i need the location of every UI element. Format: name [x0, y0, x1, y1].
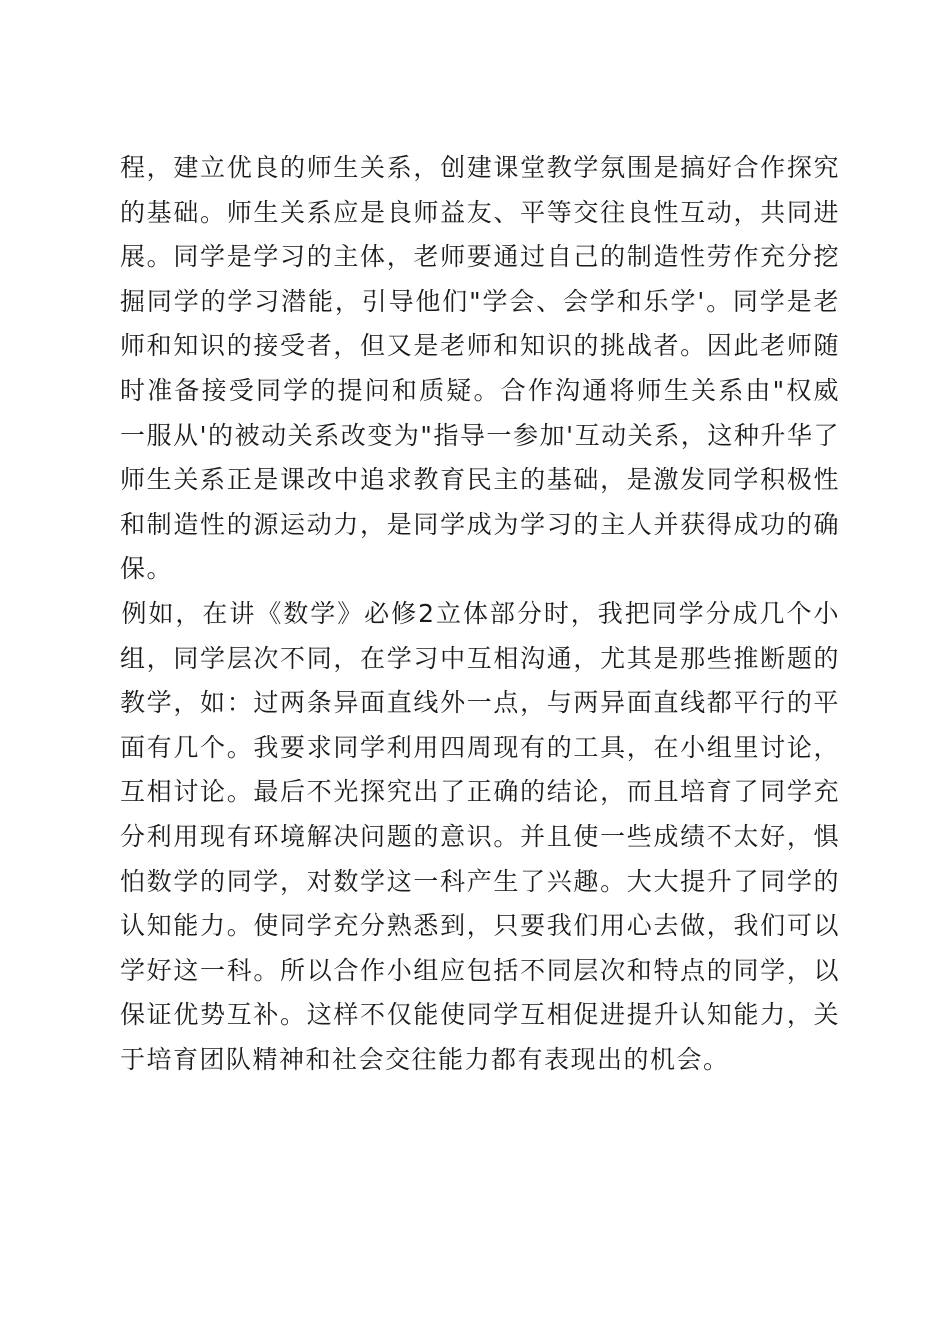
paragraph-2: 例如，在讲《数学》必修2立体部分时，我把同学分成几个小组，同学层次不同，在学习中互相沟通，尤其是那些推断题的教学，如：过两条异面直线外一点，与两异面直线都平行的平面有几个。我要求同学利用四周现有的工具，在小组里讨论，互相讨论。最后不光探究出了正确的结论，而且培育了同学充分利用现有环境解决问题的意识。并且使一些成绩不太好，惧怕数学的同学，对数学这一科产生了兴趣。大大提升了同学的认知能力。使同学充分熟悉到，只要我们用心去做，我们可以学好这一科。所以合作小组应包括不同层次和特点的同学，以保证优势互补。这样不仅能使同学互相促进提升认知能力，关于培育团队精神和社会交往能力都有表现出的机会。	[120, 598, 840, 1074]
document-body	[120, 146, 840, 1082]
paragraph-1: 程，建立优良的师生关系，创建课堂教学氛围是搞好合作探究的基础。师生关系应是良师益友、平等交往良性互动，共同进展。同学是学习的主体，老师要通过自己的制造性劳作充分挖掘同学的学习潜能，引导他们"学会、会学和乐学'。同学是老师和知识的接受者，但又是老师和知识的挑战者。因此老师随时准备接受同学的提问和质疑。合作沟通将师生关系由"权威一服从'的被动关系改变为"指导一参加'互动关系，这种升华了师生关系正是课改中追求教育民主的基础，是激发同学积极性和制造性的源运动力，是同学成为学习的主人并获得成功的确保。	[120, 153, 840, 584]
